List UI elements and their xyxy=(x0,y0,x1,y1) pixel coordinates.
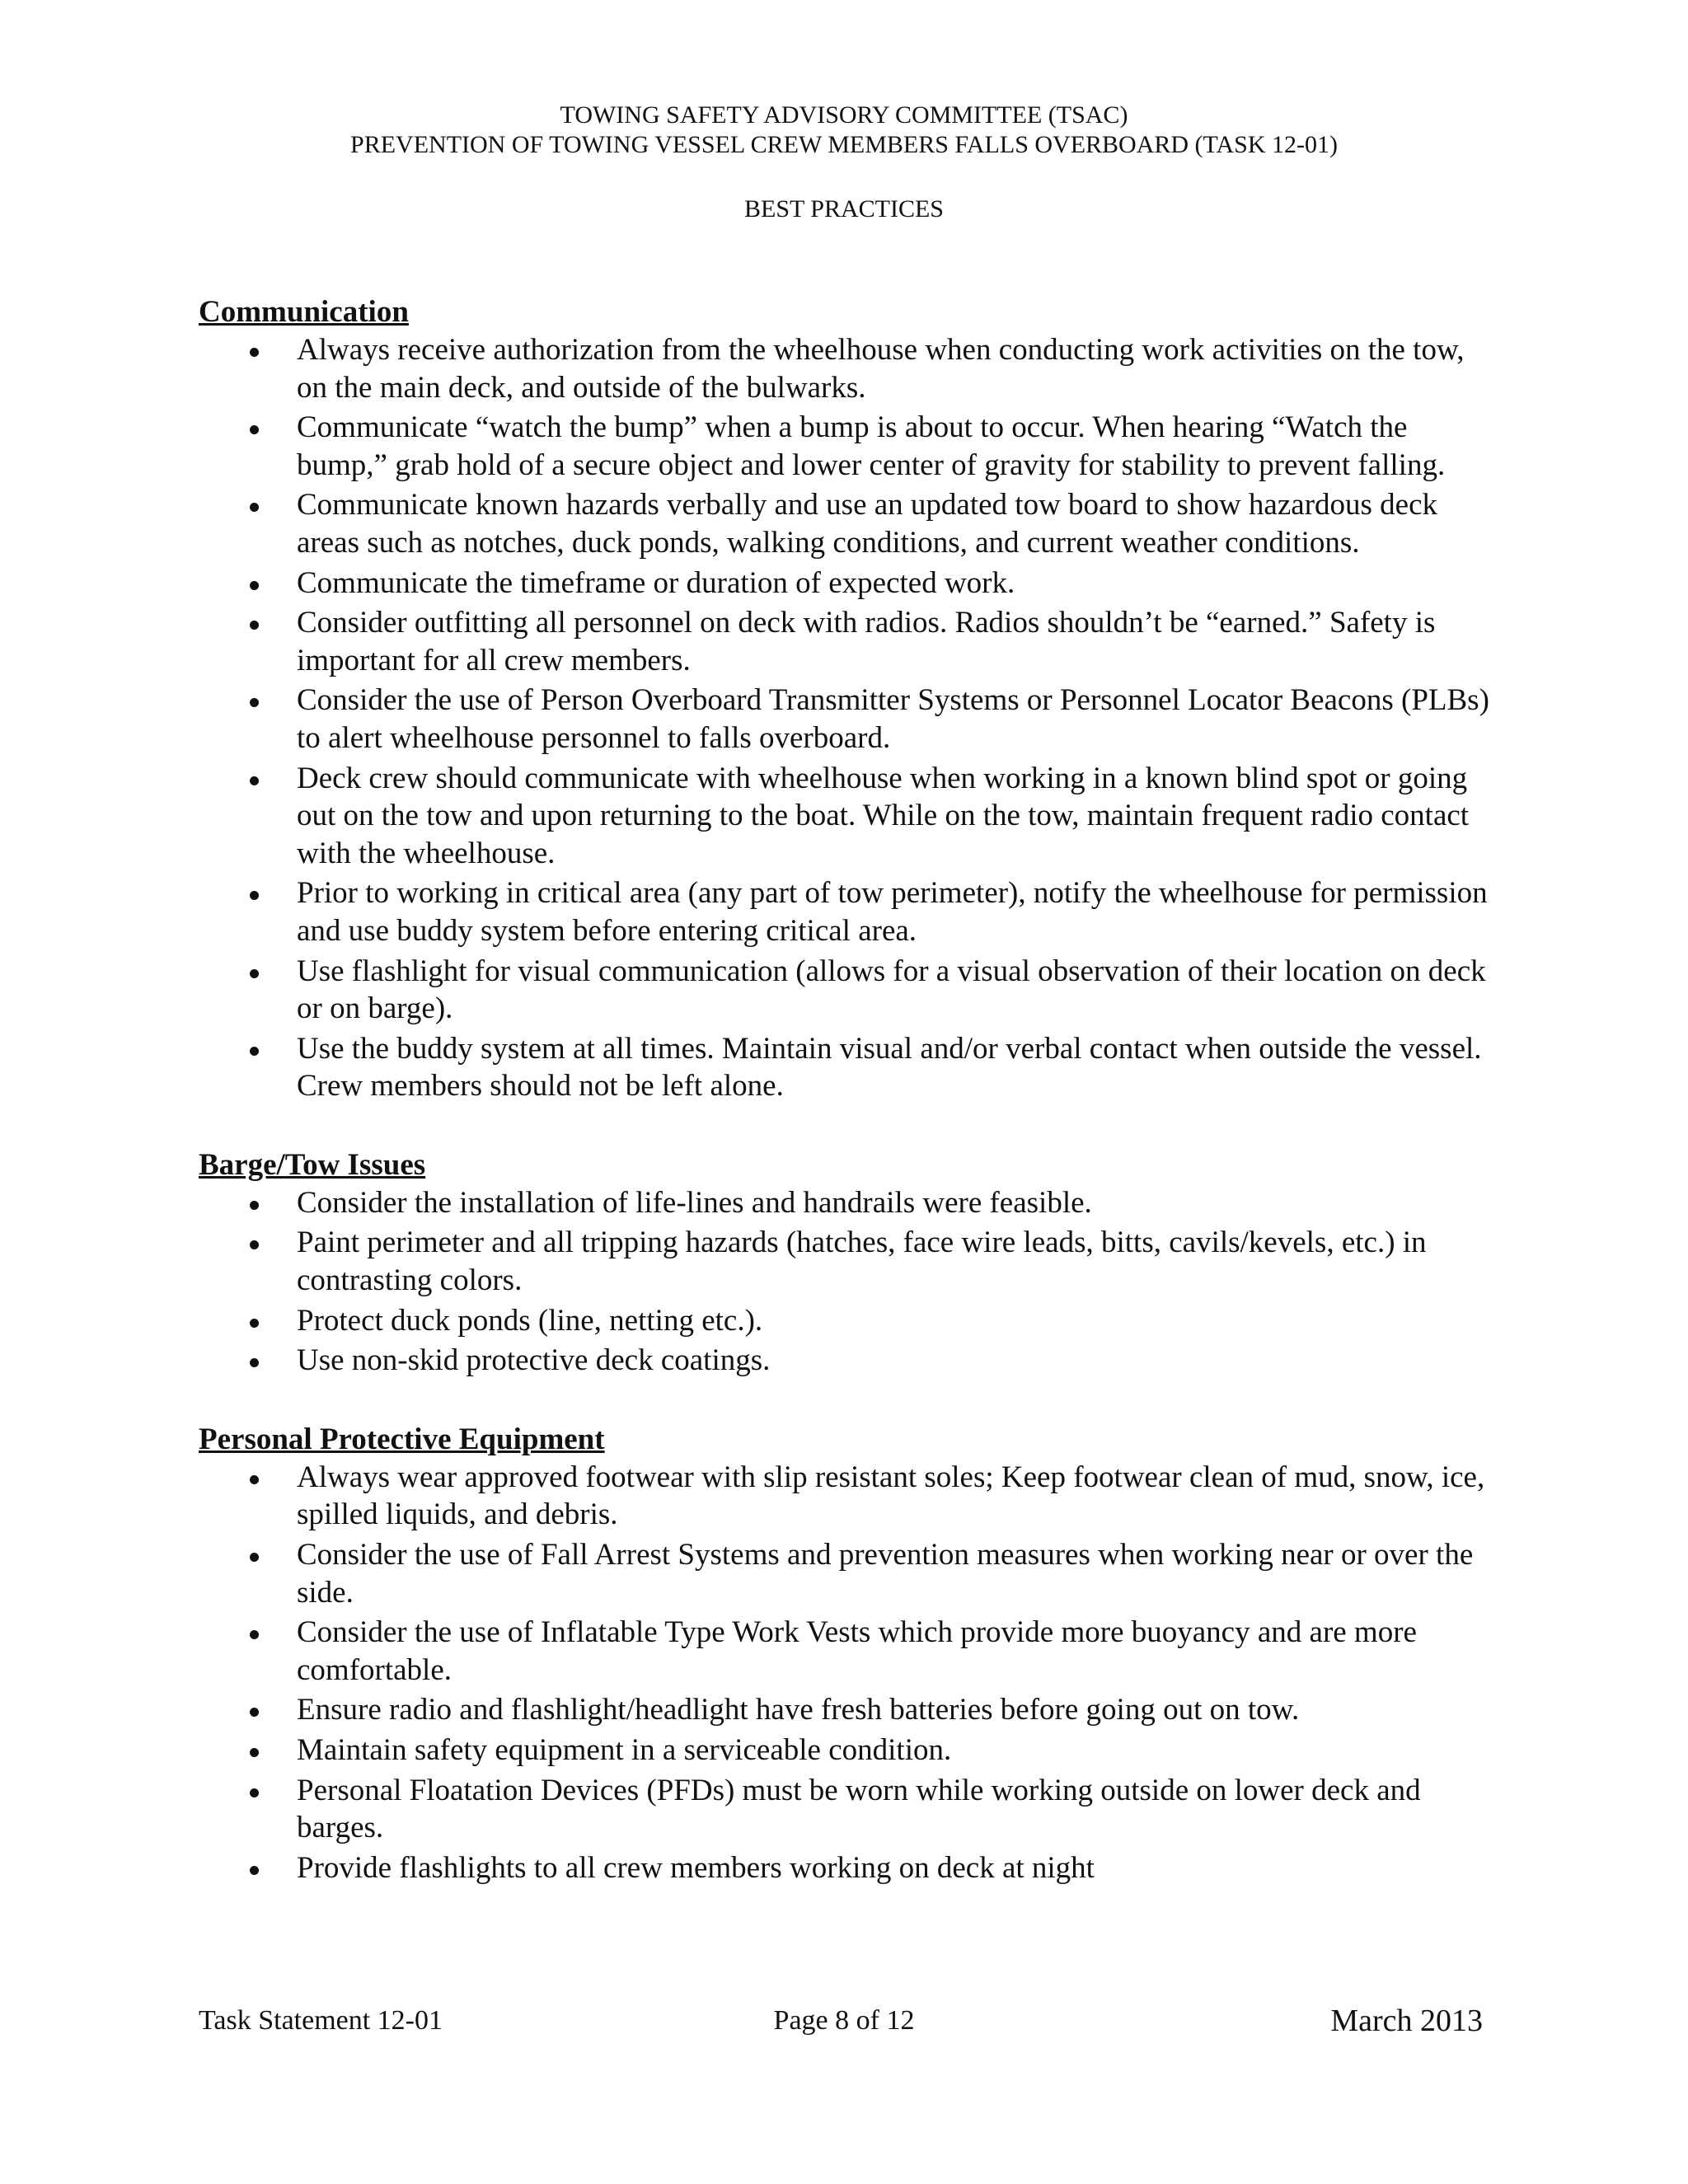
bullet-icon xyxy=(250,1475,259,1484)
list-item xyxy=(199,1772,1493,1847)
list-item xyxy=(199,331,1493,406)
bullet-icon xyxy=(250,425,259,434)
bullet-icon xyxy=(250,1201,259,1210)
bullet-icon xyxy=(250,1240,259,1249)
list-item xyxy=(199,486,1493,561)
list-item-text: Paint perimeter and all tripping hazards (hatches, face wire leads, bitts, cavils/kevels, etc.) in contrasting colors. xyxy=(297,1226,1427,1298)
list-item-text: Use the buddy system at all times. Maintain visual and/or verbal contact when outside the vessel. Crew members should not be left alone. xyxy=(297,1031,1482,1104)
bullet-icon xyxy=(250,621,259,630)
list-item xyxy=(199,1342,1493,1380)
bullet-icon xyxy=(250,1866,259,1875)
list-item-text: Consider the use of Inflatable Type Work Vests which provide more buoyancy and are more comfortable. xyxy=(297,1615,1417,1687)
bullet-icon xyxy=(250,698,259,707)
bullet-icon xyxy=(250,1047,259,1056)
list-item xyxy=(199,1030,1493,1105)
list-item-text: Consider the use of Fall Arrest Systems and prevention measures when working near or over the side. xyxy=(297,1538,1474,1610)
list-item-text: Use non-skid protective deck coatings. xyxy=(297,1343,771,1378)
list-item xyxy=(199,1184,1493,1222)
bullet-icon xyxy=(250,891,259,900)
list-item xyxy=(199,953,1493,1028)
header-best-practices: BEST PRACTICES xyxy=(743,195,944,223)
list-item-text: Communicate “watch the bump” when a bump is about to occur. When hearing “Watch the bump,” grab hold of a secure object and lower center of gravity for stability to prevent falling. xyxy=(297,410,1446,482)
list-item-text: Prior to working in critical area (any part of tow perimeter), notify the wheelhouse for permission and use buddy system before entering critical area. xyxy=(297,876,1488,948)
list-item xyxy=(199,1732,1493,1769)
bullet-icon xyxy=(250,1788,259,1797)
list-item-text: Use flashlight for visual communication (allows for a visual observation of their location on deck or on barge). xyxy=(297,954,1486,1026)
section-heading-communication: Communication xyxy=(199,295,409,329)
bullet-icon xyxy=(250,581,259,590)
list-item xyxy=(199,604,1493,679)
list-item xyxy=(199,874,1493,949)
bullet-icon xyxy=(250,969,259,978)
list-item xyxy=(199,565,1493,602)
bullet-icon xyxy=(250,1708,259,1717)
list-item xyxy=(199,1224,1493,1299)
list-item-text: Provide flashlights to all crew members working on deck at night xyxy=(297,1850,1095,1885)
list-item xyxy=(199,1302,1493,1340)
header-committee-title: TOWING SAFETY ADVISORY COMMITTEE (TSAC) xyxy=(560,101,1128,129)
barge-tow-list xyxy=(199,1184,1493,1380)
footer-date: March 2013 xyxy=(1330,2004,1483,2038)
communication-list xyxy=(199,331,1493,1105)
list-item-text: Deck crew should communicate with wheelhouse when working in a known blind spot or going out on the tow and upon returning to the boat. While on the tow, maintain frequent radio contact with the wheelhouse. xyxy=(297,761,1470,870)
list-item xyxy=(199,1536,1493,1611)
footer-task-statement: Task Statement 12-01 xyxy=(199,2005,443,2036)
list-item xyxy=(199,1849,1493,1887)
list-item-text: Maintain safety equipment in a serviceable condition. xyxy=(297,1733,952,1767)
list-item xyxy=(199,1459,1493,1534)
header-task-title: PREVENTION OF TOWING VESSEL CREW MEMBERS FALLS OVERBOARD (TASK 12-01) xyxy=(350,131,1338,158)
bullet-icon xyxy=(250,1358,259,1367)
section-communication xyxy=(199,293,1493,1105)
list-item-text: Communicate the timeframe or duration of expected work. xyxy=(297,565,1015,600)
list-item-text: Always receive authorization from the wheelhouse when conducting work activities on the tow, on the main deck, and outside of the bulwarks. xyxy=(297,333,1465,405)
bullet-icon xyxy=(250,776,259,785)
footer-page-number: Page 8 of 12 xyxy=(773,2005,915,2036)
section-heading-ppe: Personal Protective Equipment xyxy=(199,1422,605,1456)
list-item-text: Protect duck ponds (line, netting etc.). xyxy=(297,1303,763,1338)
section-barge-tow-issues xyxy=(199,1146,1493,1380)
list-item xyxy=(199,760,1493,873)
bullet-icon xyxy=(250,1319,259,1328)
list-item-text: Consider the installation of life-lines and handrails were feasible. xyxy=(297,1185,1092,1220)
bullet-icon xyxy=(250,348,259,357)
list-item xyxy=(199,1691,1493,1729)
list-item-text: Personal Floatation Devices (PFDs) must be worn while working outside on lower deck and barges. xyxy=(297,1773,1421,1845)
list-item xyxy=(199,409,1493,484)
section-personal-protective-equipment xyxy=(199,1421,1493,1887)
list-item-text: Always wear approved footwear with slip resistant soles; Keep footwear clean of mud, snow, ice, spilled liquids, and debris. xyxy=(297,1460,1485,1532)
document-body xyxy=(199,293,1493,1928)
bullet-icon xyxy=(250,1748,259,1757)
list-item xyxy=(199,1614,1493,1689)
bullet-icon xyxy=(250,1553,259,1562)
bullet-icon xyxy=(250,503,259,512)
ppe-list xyxy=(199,1459,1493,1887)
section-heading-barge-tow-issues: Barge/Tow Issues xyxy=(199,1147,426,1182)
list-item-text: Consider the use of Person Overboard Transmitter Systems or Personnel Locator Beacons (PLBs) to alert wheelhouse personnel to falls overboard. xyxy=(297,683,1489,755)
list-item xyxy=(199,682,1493,757)
bullet-icon xyxy=(250,1630,259,1639)
list-item-text: Consider outfitting all personnel on deck with radios. Radios shouldn’t be “earned.” Safety is important for all crew members. xyxy=(297,606,1436,677)
list-item-text: Communicate known hazards verbally and use an updated tow board to show hazardous deck areas such as notches, duck ponds, walking conditions, and current weather conditions. xyxy=(297,488,1438,560)
list-item-text: Ensure radio and flashlight/headlight have fresh batteries before going out on tow. xyxy=(297,1693,1300,1727)
